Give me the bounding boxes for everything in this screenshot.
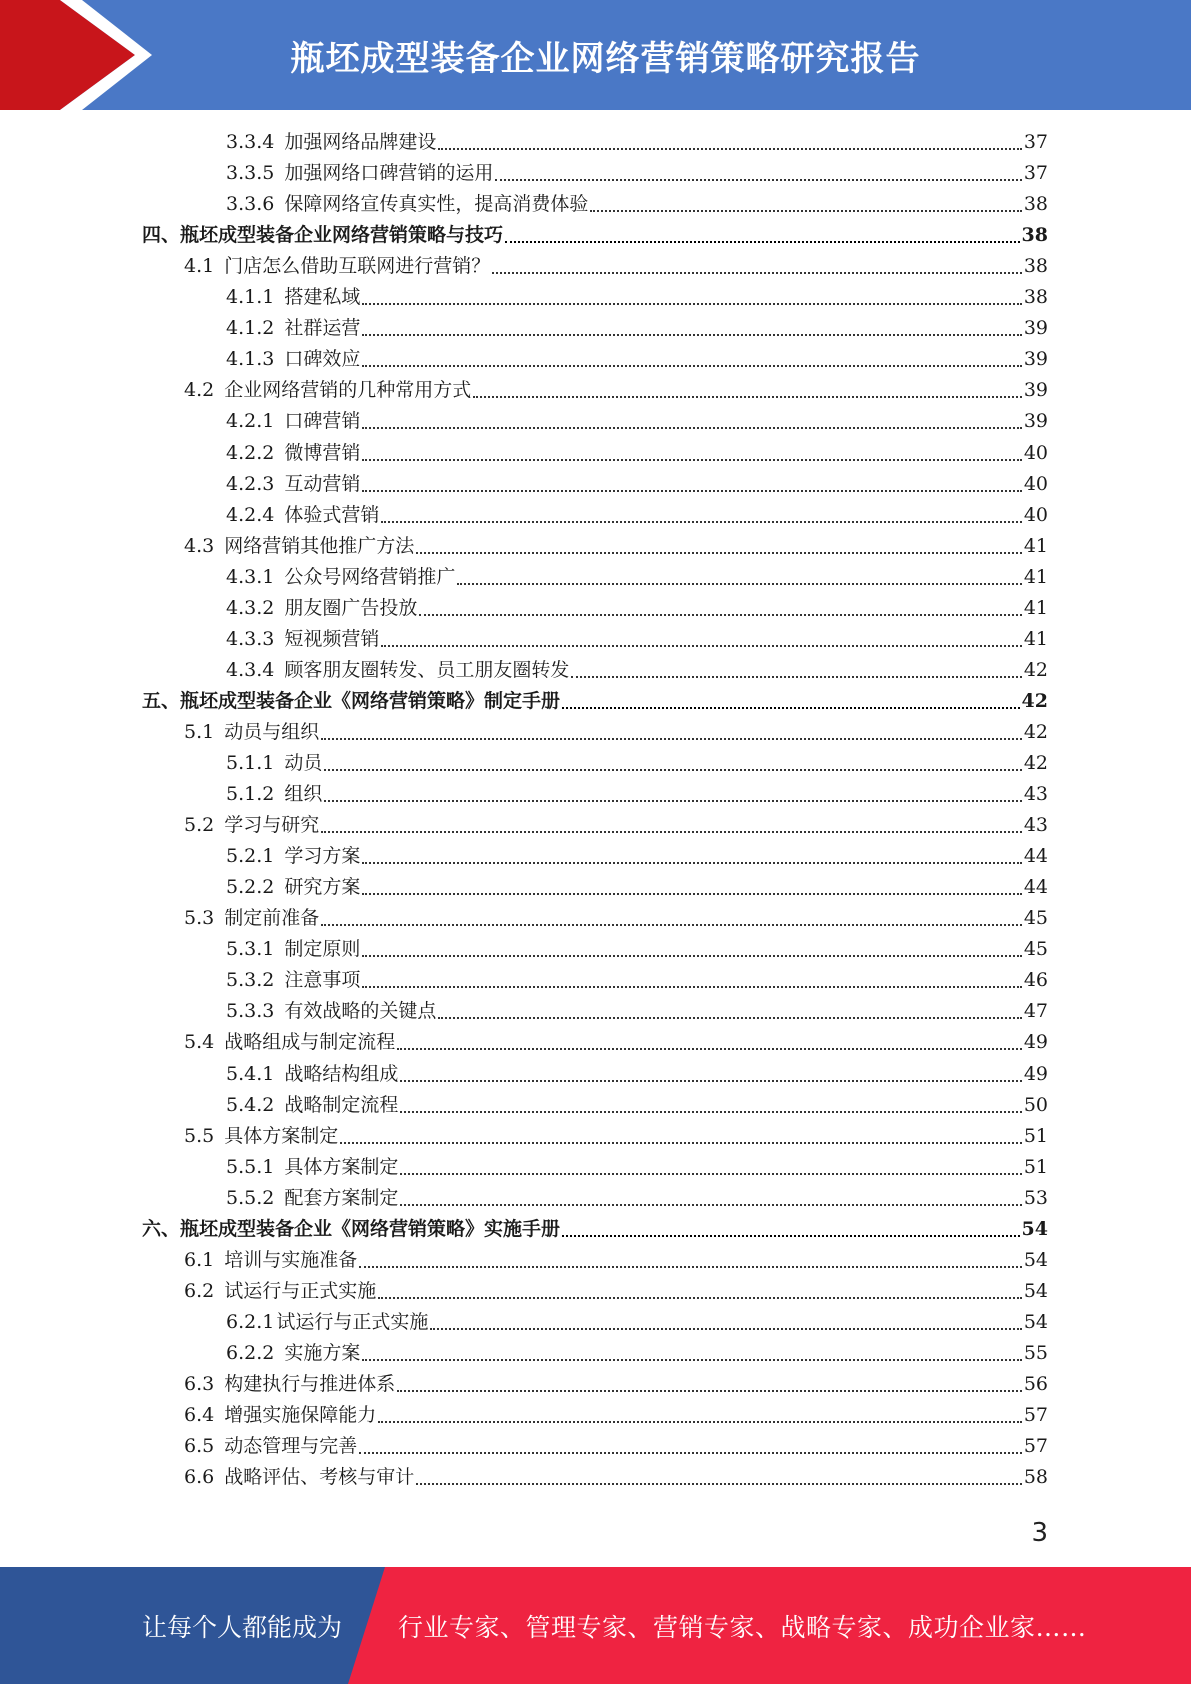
toc-entry-title: 短视频营销 <box>284 627 380 650</box>
toc-entry[interactable] <box>226 965 1048 996</box>
toc-dot-leader <box>362 333 1021 336</box>
toc-entry-page: 39 <box>1023 379 1048 402</box>
toc-dot-leader <box>571 675 1021 678</box>
toc-entry-number: 4.2.4 <box>226 503 275 526</box>
toc-entry-title: 制定原则 <box>284 938 361 961</box>
toc-entry-title: 战略制定流程 <box>284 1093 399 1116</box>
toc-entry-number: 五、 <box>142 689 181 712</box>
toc-entry-number: 六、 <box>142 1217 181 1240</box>
toc-entry-title: 口碑营销 <box>284 410 361 433</box>
toc-dot-leader <box>340 1141 1022 1144</box>
toc-entry-number: 4.3.2 <box>226 596 275 619</box>
toc-entry-number: 5.4 <box>184 1031 215 1054</box>
toc-entry-title: 试运行与正式实施 <box>276 1310 429 1333</box>
toc-entry-page: 38 <box>1023 193 1048 216</box>
toc-entry[interactable] <box>184 1431 1048 1462</box>
toc-dot-leader <box>400 1203 1021 1206</box>
toc-dot-leader <box>438 1016 1021 1019</box>
toc-dot-leader <box>492 271 1022 274</box>
toc-entry-number: 四、 <box>142 224 181 247</box>
toc-dot-leader <box>419 613 1021 616</box>
toc-entry[interactable] <box>226 189 1048 220</box>
toc-dot-leader <box>378 1296 1022 1299</box>
toc-dot-leader <box>397 1389 1022 1392</box>
toc-dot-leader <box>362 458 1021 461</box>
toc-entry[interactable] <box>226 779 1048 810</box>
toc-entry-number: 5.3.3 <box>226 1000 275 1023</box>
toc-entry-title: 研究方案 <box>284 876 361 899</box>
toc-entry-title: 瓶坯成型装备企业《网络营销策略》制定手册 <box>180 689 561 712</box>
toc-entry-page: 53 <box>1023 1186 1048 1209</box>
toc-entry-title: 动员与组织 <box>224 720 320 743</box>
toc-dot-leader <box>400 1172 1021 1175</box>
toc-entry-title: 学习与研究 <box>224 814 320 837</box>
toc-entry-page: 41 <box>1023 627 1048 650</box>
toc-entry-number: 4.2 <box>184 379 215 402</box>
toc-entry-page: 51 <box>1023 1155 1048 1178</box>
toc-entry-number: 5.2 <box>184 814 215 837</box>
toc-entry[interactable] <box>226 872 1048 903</box>
toc-entry-page: 49 <box>1023 1062 1048 1085</box>
toc-entry[interactable] <box>226 127 1048 158</box>
toc-entry[interactable] <box>226 344 1048 375</box>
toc-entry[interactable] <box>226 313 1048 344</box>
toc-entry-title: 体验式营销 <box>284 503 380 526</box>
toc-entry-title: 具体方案制定 <box>224 1124 339 1147</box>
toc-entry-number: 6.5 <box>184 1435 215 1458</box>
toc-entry-number: 3.3.4 <box>226 131 275 153</box>
toc-entry[interactable] <box>226 748 1048 779</box>
toc-dot-leader <box>457 582 1021 585</box>
toc-dot-leader <box>321 830 1022 833</box>
toc-entry-page: 41 <box>1023 565 1048 588</box>
toc-entry[interactable] <box>184 251 1048 282</box>
toc-dot-leader <box>397 1047 1022 1050</box>
toc-entry[interactable] <box>226 1338 1048 1369</box>
toc-entry-title: 战略评估、考核与审计 <box>224 1466 415 1489</box>
toc-entry[interactable] <box>184 717 1048 748</box>
toc-entry[interactable] <box>184 1121 1048 1152</box>
toc-entry[interactable] <box>142 1214 1048 1245</box>
toc-entry-title: 微博营销 <box>284 441 361 464</box>
toc-entry-title: 制定前准备 <box>224 907 320 930</box>
toc-entry[interactable] <box>226 282 1048 313</box>
toc-entry-number: 4.2.2 <box>226 441 275 464</box>
toc-entry-number: 3.3.5 <box>226 162 275 185</box>
toc-entry[interactable] <box>226 655 1048 686</box>
toc-entry-number: 6.2.2 <box>226 1341 275 1364</box>
toc-entry[interactable] <box>226 996 1048 1027</box>
toc-entry-number: 5.2.1 <box>226 845 275 868</box>
toc-entry-title: 门店怎么借助互联网进行营销？ <box>224 255 491 278</box>
toc-dot-leader <box>362 489 1021 492</box>
toc-entry[interactable] <box>184 1027 1048 1058</box>
toc-dot-leader <box>400 1079 1021 1082</box>
toc-dot-leader <box>438 147 1021 150</box>
toc-entry-number: 4.3.3 <box>226 627 275 650</box>
toc-entry-page: 54 <box>1023 1248 1048 1271</box>
toc-entry-page: 54 <box>1023 1310 1048 1333</box>
toc-dot-leader <box>378 1420 1022 1423</box>
toc-entry[interactable] <box>226 500 1048 531</box>
toc-entry-number: 5.1.2 <box>226 783 275 806</box>
toc-entry-number: 5.3.2 <box>226 969 275 992</box>
toc-entry-page: 56 <box>1023 1373 1048 1395</box>
toc-entry-page: 37 <box>1023 162 1048 185</box>
toc-dot-leader <box>416 551 1022 554</box>
toc-entry-number: 4.3.4 <box>226 658 275 681</box>
toc-entry[interactable] <box>184 1462 1048 1493</box>
toc-entry-title: 网络营销其他推广方法 <box>224 534 415 557</box>
toc-entry-title: 增强实施保障能力 <box>224 1404 377 1427</box>
toc-dot-leader <box>562 1234 1020 1237</box>
toc-entry-number: 6.4 <box>184 1404 215 1427</box>
toc-dot-leader <box>359 1265 1022 1268</box>
toc-entry-title: 搭建私域 <box>284 286 361 309</box>
toc-dot-leader <box>495 178 1021 181</box>
toc-dot-leader <box>321 737 1022 740</box>
footer-band <box>0 1567 1191 1684</box>
toc-dot-leader <box>362 1358 1021 1361</box>
toc-entry-title: 战略结构组成 <box>284 1062 399 1085</box>
toc-entry-number: 5.2.2 <box>226 876 275 899</box>
toc-entry-page: 43 <box>1023 814 1048 837</box>
toc-dot-leader <box>362 954 1021 957</box>
toc-entry-number: 4.3.1 <box>226 565 275 588</box>
toc-entry-number: 4.2.1 <box>226 410 275 433</box>
toc-dot-leader <box>362 364 1021 367</box>
toc-entry-title: 有效战略的关键点 <box>284 1000 437 1023</box>
toc-entry-title: 注意事项 <box>284 969 361 992</box>
toc-entry-number: 5.5 <box>184 1124 215 1147</box>
toc-entry[interactable] <box>142 686 1048 717</box>
toc-entry-page: 41 <box>1023 534 1048 557</box>
toc-entry-title: 具体方案制定 <box>284 1155 399 1178</box>
toc-entry-title: 互动营销 <box>284 472 361 495</box>
footer-slogan-right: 行业专家、管理专家、营销专家、战略专家、成功企业家…… <box>398 1612 1087 1642</box>
toc-entry[interactable] <box>226 1307 1048 1338</box>
toc-dot-leader <box>359 1451 1022 1454</box>
toc-entry-page: 45 <box>1023 907 1048 930</box>
toc-entry-number: 5.5.2 <box>226 1186 275 1209</box>
document-title: 瓶坯成型装备企业网络营销策略研究报告 <box>290 38 921 79</box>
toc-entry-title: 组织 <box>284 783 323 806</box>
toc-entry[interactable] <box>226 406 1048 437</box>
toc-entry-page: 55 <box>1023 1341 1048 1364</box>
toc-entry-title: 保障网络宣传真实性，提高消费体验 <box>284 193 589 216</box>
toc-entry-page: 39 <box>1023 410 1048 433</box>
toc-dot-leader <box>362 302 1021 305</box>
toc-entry-page: 54 <box>1023 1279 1048 1302</box>
toc-entry-title: 朋友圈广告投放 <box>284 596 418 619</box>
toc-dot-leader <box>416 1482 1022 1485</box>
toc-entry-page: 57 <box>1023 1404 1048 1427</box>
toc-entry-number: 6.2 <box>184 1279 215 1302</box>
toc-entry-number: 3.3.6 <box>226 193 275 216</box>
toc-entry-title: 动态管理与完善 <box>224 1435 358 1458</box>
toc-entry-title: 培训与实施准备 <box>224 1248 358 1271</box>
toc-entry[interactable] <box>226 1059 1048 1090</box>
toc-dot-leader <box>473 395 1022 398</box>
toc-entry[interactable] <box>226 1090 1048 1121</box>
toc-entry-page: 39 <box>1023 317 1048 340</box>
toc-dot-leader <box>362 892 1021 895</box>
toc-entry-title: 加强网络口碑营销的运用 <box>284 162 494 185</box>
toc-entry-page: 42 <box>1023 752 1048 774</box>
toc-entry-title: 学习方案 <box>284 845 361 868</box>
toc-entry[interactable] <box>226 624 1048 655</box>
toc-entry-number: 5.4.2 <box>226 1093 275 1116</box>
toc-entry[interactable] <box>226 438 1048 469</box>
toc-entry-title: 构建执行与推进体系 <box>224 1373 396 1395</box>
toc-entry[interactable] <box>226 1183 1048 1214</box>
toc-entry-number: 4.3 <box>184 534 215 557</box>
footer-slogan-left: 让每个人都能成为 <box>142 1612 343 1642</box>
toc-entry-page: 47 <box>1023 1000 1048 1023</box>
toc-entry-page: 41 <box>1023 596 1048 619</box>
toc-entry[interactable] <box>226 158 1048 189</box>
toc-entry-title: 顾客朋友圈转发、员工朋友圈转发 <box>284 658 570 681</box>
toc-entry[interactable] <box>184 810 1048 841</box>
toc-entry-title: 瓶坯成型装备企业网络营销策略与技巧 <box>180 224 504 247</box>
toc-entry-page: 42 <box>1023 658 1048 681</box>
toc-entry-title: 试运行与正式实施 <box>224 1279 377 1302</box>
toc-entry[interactable] <box>226 469 1048 500</box>
toc-entry-number: 4.1.2 <box>226 317 275 340</box>
toc-entry-number: 6.1 <box>184 1248 215 1271</box>
toc-entry-number: 5.5.1 <box>226 1155 275 1178</box>
toc-entry-page: 38 <box>1021 224 1048 247</box>
toc-entry-page: 44 <box>1023 876 1048 899</box>
toc-entry[interactable] <box>226 1152 1048 1183</box>
toc-dot-leader <box>505 240 1020 243</box>
toc-entry[interactable] <box>184 1276 1048 1307</box>
toc-dot-leader <box>430 1327 1021 1330</box>
toc-dot-leader <box>381 520 1021 523</box>
toc-entry[interactable] <box>226 934 1048 965</box>
toc-entry[interactable] <box>226 562 1048 593</box>
toc-entry[interactable] <box>142 220 1048 251</box>
toc-entry-title: 公众号网络营销推广 <box>284 565 456 588</box>
toc-entry-page: 58 <box>1023 1466 1048 1489</box>
toc-entry[interactable] <box>184 1400 1048 1431</box>
toc-entry-page: 54 <box>1021 1217 1048 1240</box>
toc-entry-page: 42 <box>1023 720 1048 743</box>
toc-entry-page: 38 <box>1023 286 1048 309</box>
toc-dot-leader <box>362 861 1021 864</box>
toc-dot-leader <box>400 1110 1021 1113</box>
toc-entry-page: 51 <box>1023 1124 1048 1147</box>
toc-entry-page: 40 <box>1023 441 1048 464</box>
toc-entry-number: 5.3.1 <box>226 938 275 961</box>
toc-entry-title: 实施方案 <box>284 1341 361 1364</box>
toc-entry-page: 49 <box>1023 1031 1048 1054</box>
toc-entry-page: 45 <box>1023 938 1048 961</box>
toc-entry[interactable] <box>184 375 1048 406</box>
toc-entry[interactable] <box>184 1245 1048 1276</box>
toc-entry-title: 社群运营 <box>284 317 361 340</box>
toc-entry-number: 4.2.3 <box>226 472 275 495</box>
toc-entry-page: 57 <box>1023 1435 1048 1458</box>
toc-dot-leader <box>362 985 1021 988</box>
toc-entry-page: 42 <box>1021 689 1048 712</box>
page-number: 3 <box>1031 1518 1048 1548</box>
toc-entry-number: 4.1 <box>184 255 215 278</box>
toc-entry-page: 40 <box>1023 503 1048 526</box>
toc-dot-leader <box>381 644 1021 647</box>
toc-entry-title: 加强网络品牌建设 <box>284 131 437 153</box>
toc-entry[interactable] <box>226 593 1048 624</box>
toc-entry-number: 4.1.3 <box>226 348 275 371</box>
toc-dot-leader <box>324 799 1021 802</box>
toc-entry-number: 5.4.1 <box>226 1062 275 1085</box>
toc-entry-title: 瓶坯成型装备企业《网络营销策略》实施手册 <box>180 1217 561 1240</box>
toc-entry[interactable] <box>184 903 1048 934</box>
toc-dot-leader <box>324 768 1021 771</box>
toc-dot-leader <box>590 209 1021 212</box>
toc-entry[interactable] <box>226 841 1048 872</box>
toc-entry-number: 6.2.1 <box>226 1310 275 1333</box>
toc-entry-number: 6.6 <box>184 1466 215 1489</box>
toc-entry-page: 50 <box>1023 1093 1048 1116</box>
toc-entry-title: 企业网络营销的几种常用方式 <box>224 379 472 402</box>
toc-entry-page: 46 <box>1023 969 1048 992</box>
toc-entry-page: 38 <box>1023 255 1048 278</box>
toc-entry[interactable] <box>184 1369 1048 1400</box>
toc-entry-number: 5.3 <box>184 907 215 930</box>
toc-entry-title: 配套方案制定 <box>284 1186 399 1209</box>
toc-entry-number: 6.3 <box>184 1373 215 1395</box>
toc-entry-number: 5.1.1 <box>226 752 275 774</box>
toc-entry-page: 43 <box>1023 783 1048 806</box>
toc-dot-leader <box>321 923 1022 926</box>
toc-dot-leader <box>562 706 1020 709</box>
toc-entry-page: 37 <box>1023 131 1048 153</box>
toc-entry-page: 40 <box>1023 472 1048 495</box>
toc-entry-title: 战略组成与制定流程 <box>224 1031 396 1054</box>
toc-entry-page: 39 <box>1023 348 1048 371</box>
toc-entry[interactable] <box>184 531 1048 562</box>
header-band <box>0 0 1191 110</box>
toc-entry-number: 5.1 <box>184 720 215 743</box>
toc-entry-title: 口碑效应 <box>284 348 361 371</box>
toc-entry-page: 44 <box>1023 845 1048 868</box>
toc-dot-leader <box>362 426 1021 429</box>
toc-entry-number: 4.1.1 <box>226 286 275 309</box>
toc-entry-title: 动员 <box>284 752 323 774</box>
